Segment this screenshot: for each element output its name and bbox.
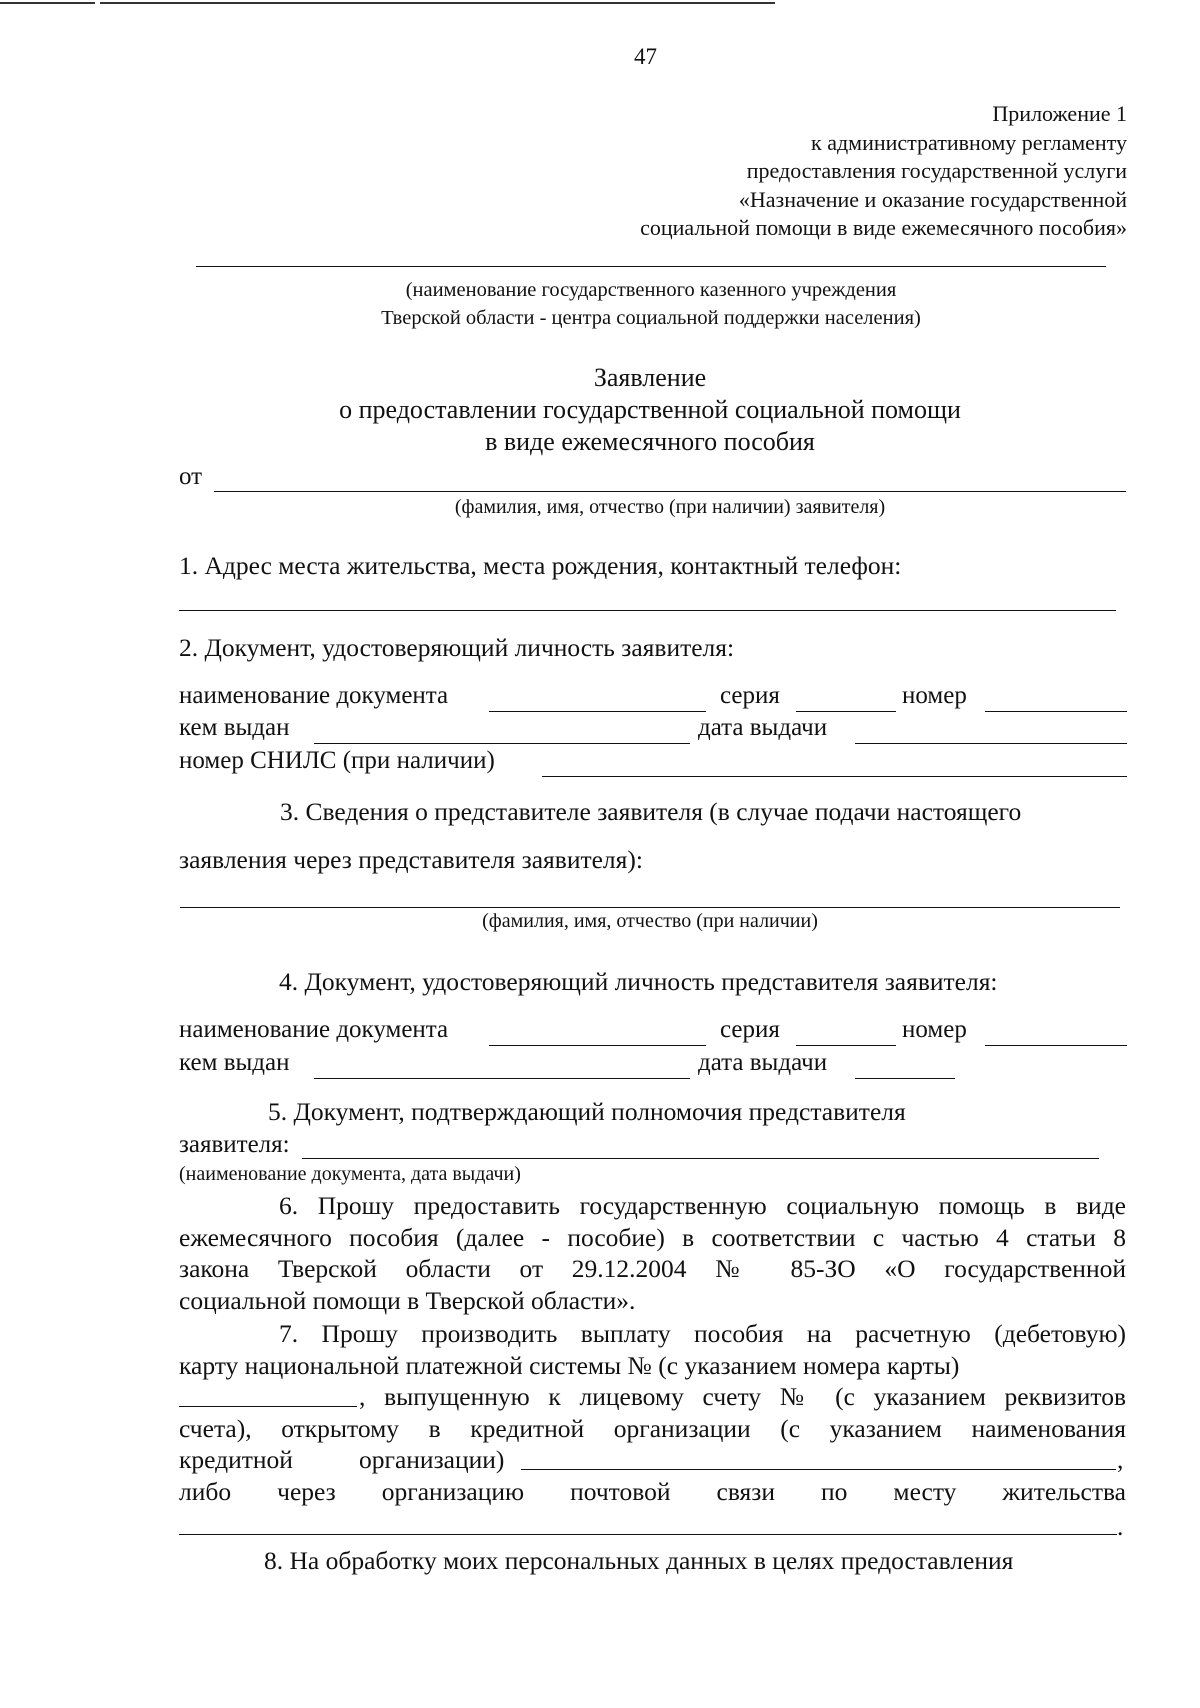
item8-line-1: 8. На обработку моих персональных данных в целях предоставления — [264, 1546, 1014, 1575]
item2-snils-field[interactable] — [542, 776, 1127, 777]
item3-line-1: 3. Сведения о представителе заявителя (в случае подачи настоящего — [280, 797, 1022, 826]
appendix-line-1: Приложение 1 — [992, 101, 1127, 126]
item4-doc-name-label: наименование документа — [179, 1016, 449, 1043]
item6-line-4: социальной помощи в Тверской области». — [179, 1285, 636, 1315]
item7-line-2: карту национальной платежной системы № (с указанием номера карты) — [179, 1350, 960, 1380]
appendix-line-5: социальной помощи в виде ежемесячного пособия» — [640, 215, 1127, 240]
item4-issued-by-field[interactable] — [314, 1078, 690, 1079]
item7-line-5c: , — [1117, 1445, 1124, 1474]
item2-snils-label: номер СНИЛС (при наличии) — [179, 747, 495, 774]
item2-issued-by-label: кем выдан — [179, 714, 290, 741]
item5-caption: (наименование документа, дата выдачи) — [179, 1163, 521, 1185]
representative-name-field[interactable] — [180, 907, 1120, 908]
title-line-3: в виде ежемесячного пособия — [485, 427, 815, 456]
item2-number-field[interactable] — [985, 711, 1127, 712]
postal-address-field[interactable] — [179, 1534, 1117, 1535]
scan-edge-line — [0, 2, 95, 4]
item4-issue-date-field[interactable] — [855, 1078, 955, 1079]
appendix-line-2: к административному регламенту — [811, 129, 1127, 155]
item4-doc-name-field[interactable] — [489, 1045, 706, 1046]
from-caption: (фамилия, имя, отчество (при наличии) заявителя) — [454, 496, 886, 518]
item3-line-2: заявления через представителя заявителя): — [179, 845, 643, 874]
item4-number-field[interactable] — [985, 1045, 1127, 1046]
item4-issue-date-label: дата выдачи — [698, 1049, 828, 1076]
item7-line-7-end: . — [1117, 1512, 1124, 1541]
item2-issued-by-field[interactable] — [314, 743, 690, 744]
item7-line-4: счета), открытому в кредитной организации (с указанием наименования — [179, 1413, 1126, 1443]
address-field[interactable] — [179, 610, 1116, 611]
item6-line-1: 6. Прошу предоставить государственную социальную помощь в виде — [279, 1191, 1126, 1220]
item6-paragraph — [179, 1190, 1126, 1316]
item2-doc-name-field[interactable] — [489, 711, 706, 712]
appendix-line-4: «Назначение и оказание государственной — [738, 186, 1127, 212]
document-title — [200, 362, 1100, 458]
item4-series-label: серия — [720, 1016, 780, 1043]
page-number: 47 — [634, 44, 657, 69]
scan-edge-line — [100, 2, 775, 4]
title-line-1: Заявление — [593, 363, 707, 392]
item4-heading: 4. Документ, удостоверяющий личность представителя заявителя: — [279, 967, 998, 996]
item4-issued-by-label: кем выдан — [179, 1049, 290, 1076]
item2-series-label: серия — [720, 682, 780, 709]
item4-number-label: номер — [902, 1016, 967, 1043]
item7-line-3-row — [179, 1381, 1126, 1413]
item3-caption: (фамилия, имя, отчество (при наличии) — [482, 910, 818, 932]
item5-line-1: 5. Документ, подтверждающий полномочия представителя — [268, 1097, 906, 1126]
item5-line-2: заявителя: — [179, 1131, 290, 1158]
from-label: от — [179, 463, 203, 490]
item7-line-5a: кредитной — [179, 1445, 293, 1474]
item2-series-field[interactable] — [796, 711, 896, 712]
item7-line-5-row — [179, 1444, 1126, 1476]
item7-line-6: либо через организацию почтовой связи по месту жительства — [179, 1476, 1126, 1506]
item7-line-3: , выпущенную к лицевому счету № (с указанием реквизитов — [359, 1382, 1126, 1411]
item2-doc-name-label: наименование документа — [179, 682, 449, 709]
item7-line-7-row — [179, 1507, 1126, 1539]
item2-heading: 2. Документ, удостоверяющий личность заявителя: — [179, 633, 735, 662]
institution-line — [196, 266, 1106, 267]
item1-address: 1. Адрес места жительства, места рождения, контактный телефон: — [179, 551, 902, 580]
institution-caption-line-1: (наименование государственного казенного учреждения — [405, 279, 897, 301]
title-line-2: о предоставлении государственной социальной помощи — [339, 395, 961, 424]
credit-organization-field[interactable] — [521, 1469, 1116, 1470]
institution-caption-line-2: Тверской области - центра социальной поддержки населения) — [381, 307, 921, 329]
item7-line-5b: организации) — [359, 1445, 505, 1474]
item6-line-2: ежемесячного пособия (далее - пособие) в соответствии с частью 4 статьи 8 — [179, 1222, 1126, 1252]
item7-line-1: 7. Прошу производить выплату пособия на расчетную (дебетовую) — [279, 1319, 1126, 1348]
card-number-field[interactable] — [179, 1406, 357, 1407]
appendix-block — [640, 100, 1127, 243]
item2-issue-date-field[interactable] — [855, 743, 1127, 744]
applicant-name-field[interactable] — [214, 491, 1126, 492]
item2-number-label: номер — [902, 682, 967, 709]
appendix-line-3: предоставления государственной услуги — [746, 158, 1127, 183]
institution-caption — [196, 276, 1106, 332]
item7-paragraph — [179, 1318, 1126, 1539]
item5-authority-doc-field[interactable] — [302, 1158, 1099, 1159]
item4-series-field[interactable] — [796, 1045, 896, 1046]
item2-issue-date-label: дата выдачи — [698, 714, 828, 741]
item6-line-3: закона Тверской области от 29.12.2004 № 85-ЗО «О государственной — [179, 1254, 1126, 1283]
